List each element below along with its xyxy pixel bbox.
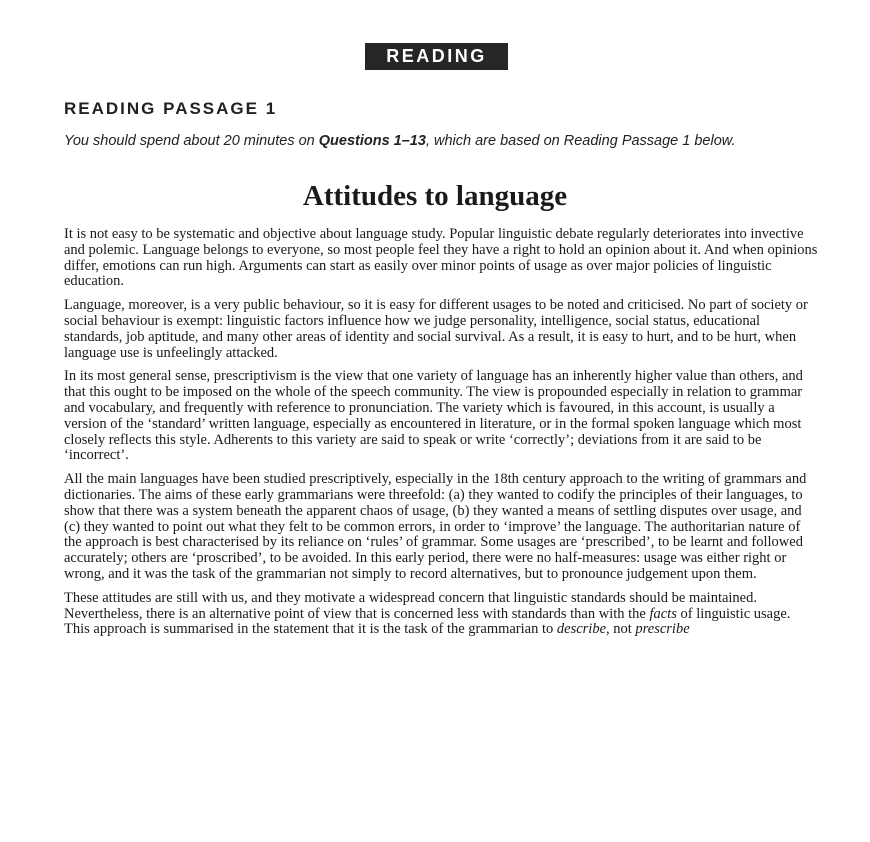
paragraph-5-part-1: These attitudes are still with us, and they motivate a widespread concern that linguistic standards should be maintained. Nevertheless, there is an alternative point of view that is concerned less with standards than with the bbox=[64, 589, 757, 622]
instruction-suffix: , which are based on Reading Passage 1 below. bbox=[425, 133, 736, 149]
instruction-questions: Questions 1–13 bbox=[318, 133, 426, 149]
reading-header-label: READING bbox=[365, 43, 508, 70]
paragraph-5-part-2: of linguistic usage. This approach is summarised in the statement that it is the task of the grammarian to bbox=[64, 605, 791, 638]
paragraph-5-part-3: , not bbox=[606, 621, 636, 638]
instruction-prefix: You should spend about 20 minutes on bbox=[64, 133, 319, 149]
paragraph-5-prescribe: prescribe bbox=[635, 621, 690, 638]
passage-title: Attitudes to language bbox=[302, 180, 568, 212]
passage-paragraph-5 bbox=[64, 591, 818, 638]
passage-body bbox=[64, 227, 818, 646]
passage-paragraph-1: It is not easy to be systematic and objective about language study. Popular linguistic debate regularly deteriorates into invective and polemic. Language belongs to everyone, so most people feel they have a right to hold an opinion about it. And when opinions differ, emotions can run high. Arguments can start as easily over minor points of usage as over major policies of linguistic education. bbox=[64, 226, 818, 290]
section-title: READING PASSAGE 1 bbox=[64, 99, 278, 118]
passage-paragraph-3: In its most general sense, prescriptivism is the view that one variety of language has an inherently higher value than others, and that this ought to be imposed on the whole of the speech community. The view is propounded especially in relation to grammar and vocabulary, and frequently with reference to pronunciation. The variety which is favoured, in this account, is usually a version of the ‘standard’ written language, especially as encountered in literature, or in the formal spoken language which most closely reflects this style. Adherents to this variety are said to speak or write ‘correctly’; deviations from it are said to be ‘incorrect’. bbox=[64, 368, 803, 464]
instruction-text bbox=[64, 133, 809, 150]
passage-paragraph-2: Language, moreover, is a very public behaviour, so it is easy for different usages to be noted and criticised. No part of society or social behaviour is exempt: linguistic factors influence how we judge personality, intelligence, social status, educational standards, job aptitude, and many other areas of identity and social survival. As a result, it is easy to hurt, and to be hurt, when language use is unfeelingly attacked. bbox=[64, 297, 808, 361]
paragraph-5-describe: describe bbox=[556, 621, 607, 638]
paragraph-5-facts: facts bbox=[649, 605, 677, 622]
passage-paragraph-4: All the main languages have been studied prescriptively, especially in the 18th century approach to the writing of grammars and dictionaries. The aims of these early grammarians were threefold: (a) they wanted to codify the principles of their languages, to show that there was a system beneath the apparent chaos of usage, (b) they wanted a means of settling disputes over usage, and (c) they wanted to point out what they felt to be common errors, in order to ‘improve’ the language. The authoritarian nature of the approach is best characterised by its reliance on ‘rules’ of grammar. Some usages are ‘prescribed’, to be learnt and followed accurately; others are ‘proscribed’, to be avoided. In this early period, there were no half-measures: usage was either right or wrong, and it was the task of the grammarian not simply to record alternatives, but to pronounce judgement upon them. bbox=[64, 471, 807, 582]
